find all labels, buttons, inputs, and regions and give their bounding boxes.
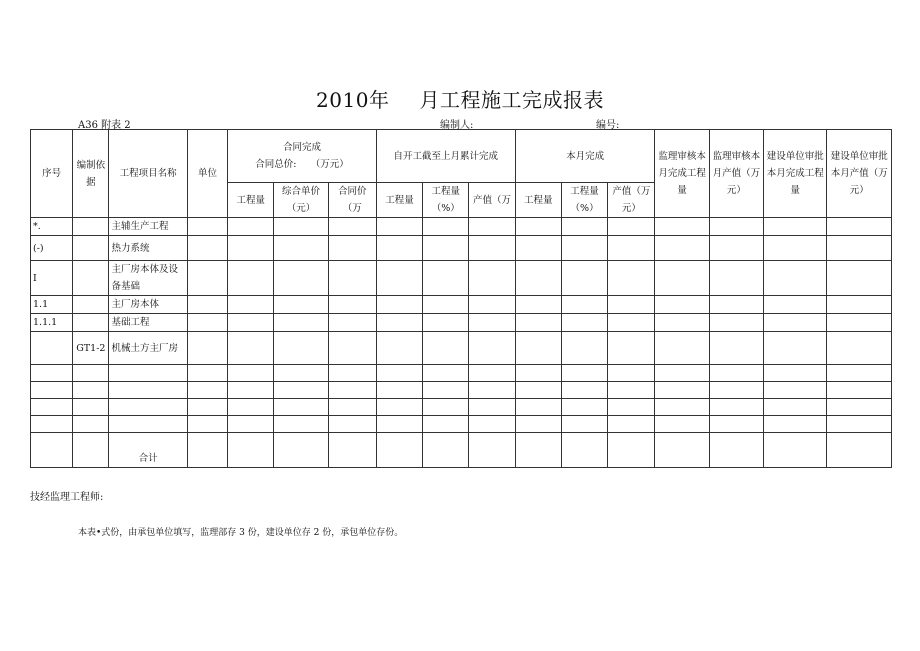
header-contract-value: 合同价（万 [328, 183, 376, 218]
cell-empty [655, 382, 709, 399]
cell-empty [608, 433, 655, 468]
cell-item-name [109, 382, 187, 399]
cell-empty [764, 261, 827, 296]
cell-basis [73, 416, 109, 433]
cell-empty [655, 433, 709, 468]
header-supervisor-qty: 监理审核本月完成工程量 [655, 130, 709, 218]
cell-empty [187, 314, 227, 332]
table-row [31, 236, 892, 261]
cell-item-name: 主厂房本体 [109, 296, 187, 314]
header-month-qty: 工程量 [515, 183, 561, 218]
cell-empty [561, 416, 607, 433]
cell-basis [73, 218, 109, 236]
table-row [31, 296, 892, 314]
cell-basis: GT1-2 [73, 332, 109, 365]
serial-label: 编号: [596, 120, 620, 131]
cell-empty [228, 382, 274, 399]
cell-empty [187, 416, 227, 433]
cell-basis [73, 382, 109, 399]
cell-empty [655, 314, 709, 332]
cell-seq [31, 332, 73, 365]
cell-empty [328, 416, 376, 433]
cell-basis [73, 261, 109, 296]
cell-empty [423, 416, 469, 433]
cell-empty [423, 236, 469, 261]
cell-empty [608, 416, 655, 433]
cell-empty [709, 365, 763, 382]
cell-empty [655, 218, 709, 236]
cell-empty [187, 382, 227, 399]
header-cumulative-group: 自开工截至上月累计完成 [376, 130, 515, 183]
compiler-label: 编制人: [440, 120, 474, 131]
header-owner-value: 建设单位审批本月产值（万元） [827, 130, 892, 218]
cell-empty [515, 218, 561, 236]
cell-empty [274, 382, 328, 399]
cell-empty [709, 296, 763, 314]
cell-empty [376, 399, 422, 416]
cell-empty [187, 261, 227, 296]
cell-empty [376, 332, 422, 365]
cell-empty [274, 416, 328, 433]
cell-empty [376, 416, 422, 433]
table-row [31, 416, 892, 433]
cell-empty [608, 332, 655, 365]
cell-empty [328, 332, 376, 365]
cell-empty [764, 382, 827, 399]
cell-empty [515, 236, 561, 261]
cell-empty [515, 399, 561, 416]
cell-empty [709, 433, 763, 468]
table-body [31, 218, 892, 468]
cell-seq [31, 433, 73, 468]
cell-empty [376, 314, 422, 332]
cell-empty [469, 218, 515, 236]
cell-basis [73, 314, 109, 332]
cell-empty [608, 314, 655, 332]
table-row [31, 218, 892, 236]
cell-empty [827, 365, 892, 382]
cell-empty [764, 296, 827, 314]
cell-empty [228, 236, 274, 261]
cell-empty [274, 218, 328, 236]
cell-empty [469, 399, 515, 416]
header-cumulative-pct: 工程量（%） [423, 183, 469, 218]
cell-empty [228, 416, 274, 433]
table-row [31, 365, 892, 382]
cell-empty [515, 296, 561, 314]
cell-empty [561, 382, 607, 399]
cell-empty [561, 365, 607, 382]
cell-item-name: 主辅生产工程 [109, 218, 187, 236]
cell-empty [228, 399, 274, 416]
cell-item-name [109, 365, 187, 382]
header-month-value: 产值（万元） [608, 183, 655, 218]
cell-empty [515, 382, 561, 399]
header-unit: 单位 [187, 130, 227, 218]
cell-empty [274, 261, 328, 296]
cell-item-name: 热力系统 [109, 236, 187, 261]
cell-empty [709, 416, 763, 433]
cell-empty [328, 365, 376, 382]
cell-item-name: 合计 [109, 433, 187, 468]
cell-empty [608, 365, 655, 382]
header-month-pct: 工程量（%） [561, 183, 607, 218]
cell-empty [561, 332, 607, 365]
cell-empty [376, 218, 422, 236]
cell-empty [187, 296, 227, 314]
header-owner-qty: 建设单位审批本月完成工程量 [764, 130, 827, 218]
cell-empty [228, 332, 274, 365]
header-cumulative-value: 产值（万 [469, 183, 515, 218]
cell-empty [187, 236, 227, 261]
cell-empty [376, 236, 422, 261]
cell-empty [274, 433, 328, 468]
cell-empty [764, 399, 827, 416]
header-basis: 编制依据 [73, 130, 109, 218]
cell-empty [228, 433, 274, 468]
cell-empty [608, 399, 655, 416]
cell-empty [655, 399, 709, 416]
cell-seq: 1.1.1 [31, 314, 73, 332]
cell-empty [655, 296, 709, 314]
cell-empty [655, 416, 709, 433]
cell-empty [423, 365, 469, 382]
cell-empty [328, 296, 376, 314]
cell-empty [827, 261, 892, 296]
cell-empty [469, 382, 515, 399]
cell-empty [764, 433, 827, 468]
cell-empty [608, 218, 655, 236]
cell-empty [764, 236, 827, 261]
cell-empty [709, 332, 763, 365]
cell-empty [655, 332, 709, 365]
cell-empty [376, 365, 422, 382]
cell-empty [764, 332, 827, 365]
table-row [31, 314, 892, 332]
cell-empty [469, 261, 515, 296]
cell-empty [515, 416, 561, 433]
cell-empty [328, 261, 376, 296]
cell-empty [709, 382, 763, 399]
cell-empty [376, 433, 422, 468]
table-row [31, 332, 892, 365]
title-year: 2010年 [316, 88, 390, 112]
cell-empty [827, 236, 892, 261]
contract-total-label: 合同总价: （万元） [255, 159, 349, 170]
cell-seq [31, 399, 73, 416]
cell-empty [328, 314, 376, 332]
cell-seq: (-) [31, 236, 73, 261]
cell-basis [73, 399, 109, 416]
cell-seq: *. [31, 218, 73, 236]
cell-empty [187, 399, 227, 416]
header-cumulative-qty: 工程量 [376, 183, 422, 218]
cell-empty [469, 296, 515, 314]
cell-empty [274, 236, 328, 261]
cell-empty [515, 314, 561, 332]
cell-empty [515, 365, 561, 382]
cell-empty [328, 399, 376, 416]
cell-empty [469, 365, 515, 382]
cell-empty [655, 365, 709, 382]
cell-seq: I [31, 261, 73, 296]
cell-empty [328, 433, 376, 468]
cell-empty [469, 236, 515, 261]
cell-empty [709, 261, 763, 296]
cell-empty [187, 332, 227, 365]
cell-empty [274, 296, 328, 314]
title-rest: 月工程施工完成报表 [419, 88, 604, 112]
cell-empty [228, 365, 274, 382]
cell-empty [827, 314, 892, 332]
cell-empty [187, 218, 227, 236]
cell-empty [469, 332, 515, 365]
cell-empty [709, 314, 763, 332]
cell-empty [423, 261, 469, 296]
cell-empty [764, 314, 827, 332]
cell-empty [827, 332, 892, 365]
cell-empty [328, 382, 376, 399]
cell-empty [423, 332, 469, 365]
cell-empty [608, 382, 655, 399]
completion-report-table [30, 129, 892, 468]
cell-basis [73, 365, 109, 382]
cell-basis [73, 296, 109, 314]
cell-empty [608, 261, 655, 296]
cell-empty [827, 382, 892, 399]
header-contract-qty: 工程量 [228, 183, 274, 218]
cell-seq [31, 365, 73, 382]
report-title [0, 84, 920, 113]
cell-empty [376, 382, 422, 399]
header-contract-group [228, 130, 377, 183]
cell-empty [561, 399, 607, 416]
header-supervisor-value: 监理审核本月产值（万元） [709, 130, 763, 218]
cell-empty [187, 433, 227, 468]
table-row [31, 261, 892, 296]
cell-empty [608, 236, 655, 261]
cell-empty [764, 416, 827, 433]
cell-empty [274, 332, 328, 365]
cell-empty [423, 296, 469, 314]
cell-empty [376, 296, 422, 314]
cell-empty [274, 399, 328, 416]
cell-empty [423, 382, 469, 399]
cell-empty [515, 261, 561, 296]
cell-empty [328, 218, 376, 236]
engineer-signature-label: 技经监理工程师: [30, 492, 104, 503]
distribution-note: 本表•式份，由承包单位填写，监理部存 3 份，建设单位存 2 份，承包单位存份。 [78, 528, 404, 538]
header-month-group: 本月完成 [515, 130, 655, 183]
cell-empty [709, 236, 763, 261]
cell-empty [423, 314, 469, 332]
cell-empty [423, 399, 469, 416]
cell-item-name: 机械土方主厂房 [109, 332, 187, 365]
cell-empty [423, 218, 469, 236]
cell-empty [561, 314, 607, 332]
cell-basis [73, 236, 109, 261]
header-item-name: 工程项目名称 [109, 130, 187, 218]
cell-empty [709, 399, 763, 416]
cell-empty [827, 296, 892, 314]
cell-empty [561, 433, 607, 468]
cell-empty [827, 416, 892, 433]
cell-item-name [109, 416, 187, 433]
cell-empty [515, 332, 561, 365]
cell-empty [827, 399, 892, 416]
cell-empty [515, 433, 561, 468]
cell-empty [561, 218, 607, 236]
cell-seq: 1.1 [31, 296, 73, 314]
cell-empty [561, 296, 607, 314]
cell-empty [709, 218, 763, 236]
cell-basis [73, 433, 109, 468]
cell-empty [228, 218, 274, 236]
table-row [31, 399, 892, 416]
cell-empty [561, 236, 607, 261]
cell-empty [655, 261, 709, 296]
header-seq: 序号 [31, 130, 73, 218]
cell-empty [187, 365, 227, 382]
cell-empty [561, 261, 607, 296]
cell-empty [827, 218, 892, 236]
cell-empty [827, 433, 892, 468]
cell-empty [328, 236, 376, 261]
cell-empty [655, 236, 709, 261]
header-contract-price: 综合单价（元） [274, 183, 328, 218]
form-number: A36 附表 2 [78, 120, 131, 131]
cell-seq [31, 416, 73, 433]
cell-item-name [109, 399, 187, 416]
cell-item-name: 基础工程 [109, 314, 187, 332]
cell-empty [228, 261, 274, 296]
cell-empty [469, 433, 515, 468]
cell-empty [764, 218, 827, 236]
cell-empty [228, 314, 274, 332]
cell-empty [423, 433, 469, 468]
cell-empty [469, 314, 515, 332]
contract-group-label: 合同完成 [283, 142, 322, 153]
cell-item-name: 主厂房本体及设备基础 [109, 261, 187, 296]
table-row [31, 433, 892, 468]
cell-empty [764, 365, 827, 382]
cell-seq [31, 382, 73, 399]
cell-empty [469, 416, 515, 433]
cell-empty [228, 296, 274, 314]
cell-empty [376, 261, 422, 296]
cell-empty [274, 365, 328, 382]
cell-empty [608, 296, 655, 314]
cell-empty [274, 314, 328, 332]
table-row [31, 382, 892, 399]
